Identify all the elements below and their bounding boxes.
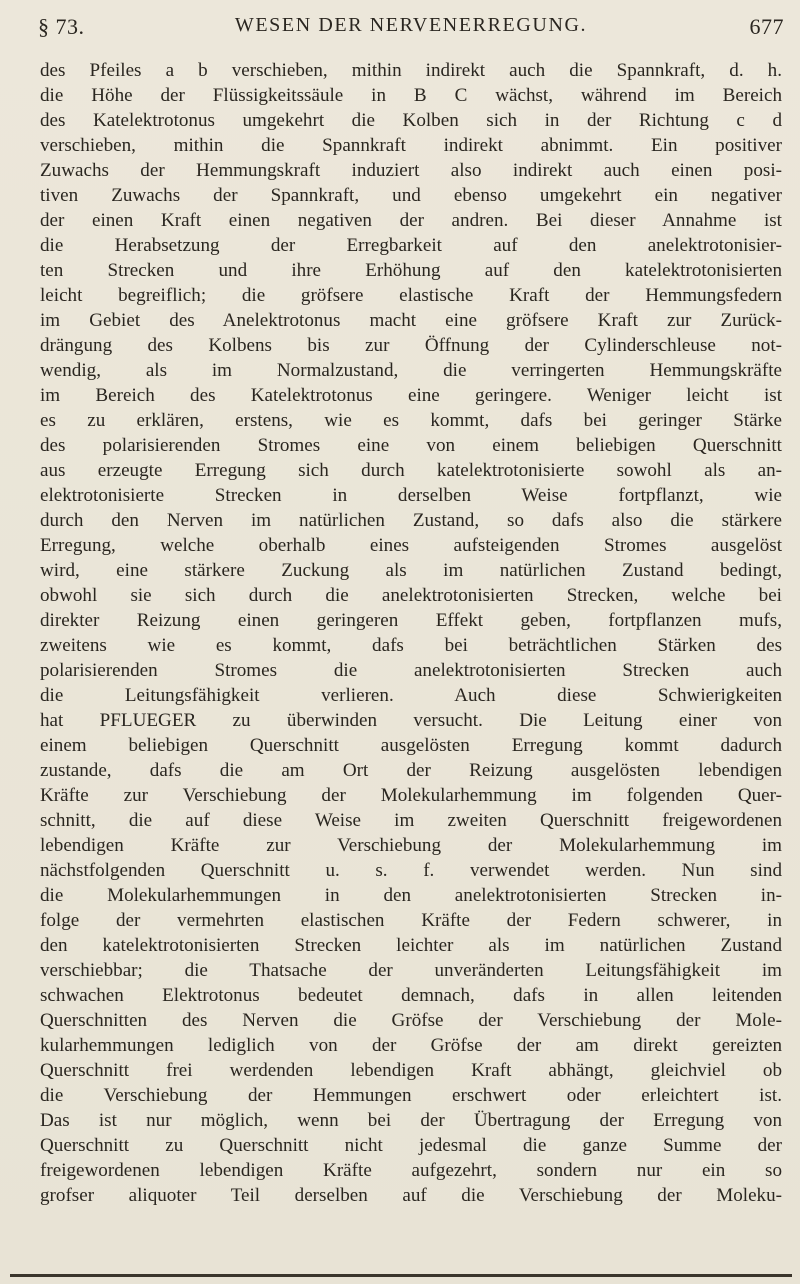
text-line: polarisierenden Stromes die anelektrotonisierten Strecken auch [40, 660, 782, 681]
text-line: wendig, als im Normalzustand, die verringerten Hemmungskräfte [40, 360, 782, 381]
text-line: Kräfte zur Verschiebung der Molekularhemmung im folgenden Quer- [40, 785, 782, 806]
text-line: verschiebbar; die Thatsache der unveränderten Leitungsfähigkeit im [40, 960, 782, 981]
text-line: im Gebiet des Anelektrotonus macht eine gröfsere Kraft zur Zurück- [40, 310, 782, 331]
text-line: lebendigen Kräfte zur Verschiebung der Molekularhemmung im [40, 835, 782, 856]
text-line: Querschnitten des Nerven die Gröfse der Verschiebung der Mole- [40, 1010, 782, 1031]
text-line: leicht begreiflich; die gröfsere elastische Kraft der Hemmungsfedern [40, 285, 782, 306]
text-line: Querschnitt frei werdenden lebendigen Kraft abhängt, gleichviel ob [40, 1060, 782, 1081]
page-number: 677 [749, 14, 784, 39]
bottom-rule [10, 1274, 792, 1277]
running-title: WESEN DER NERVENERREGUNG. [234, 14, 588, 36]
text-line: elektrotonisierte Strecken in derselben Weise fortpflanzt, wie [40, 485, 782, 506]
text-line: Zuwachs der Hemmungskraft induziert also indirekt auch einen posi- [40, 160, 782, 181]
text-line: schnitt, die auf diese Weise im zweiten Querschnitt freigewordenen [40, 810, 782, 831]
text-line: freigewordenen lebendigen Kräfte aufgezehrt, sondern nur ein so [40, 1160, 782, 1181]
text-line: des polarisierenden Stromes eine von einem beliebigen Querschnitt [40, 435, 782, 456]
text-line: schwachen Elektrotonus bedeutet demnach, dafs in allen leitenden [40, 985, 782, 1006]
text-line: wird, eine stärkere Zuckung als im natürlichen Zustand bedingt, [40, 560, 782, 581]
text-line: Erregung, welche oberhalb eines aufsteigenden Stromes ausgelöst [40, 535, 782, 556]
text-line: verschieben, mithin die Spannkraft indirekt abnimmt. Ein positiver [40, 135, 782, 156]
body-text [40, 58, 782, 1208]
text-line: durch den Nerven im natürlichen Zustand, so dafs also die stärkere [40, 510, 782, 531]
text-line: folge der vermehrten elastischen Kräfte der Federn schwerer, in [40, 910, 782, 931]
text-line: es zu erklären, erstens, wie es kommt, dafs bei geringer Stärke [40, 410, 782, 431]
text-line: zweitens wie es kommt, dafs bei beträchtlichen Stärken des [40, 635, 782, 656]
text-line: zustande, dafs die am Ort der Reizung ausgelösten lebendigen [40, 760, 782, 781]
text-line: die Herabsetzung der Erregbarkeit auf den anelektrotonisier- [40, 235, 782, 256]
text-line: den katelektrotonisierten Strecken leichter als im natürlichen Zustand [40, 935, 782, 956]
running-header [38, 14, 784, 44]
text-line: direkter Reizung einen geringeren Effekt geben, fortpflanzen mufs, [40, 610, 782, 631]
text-line: die Leitungsfähigkeit verlieren. Auch diese Schwierigkeiten [40, 685, 782, 706]
section-number: § 73. [38, 14, 85, 39]
text-line: die Höhe der Flüssigkeitssäule in B C wächst, während im Bereich [40, 85, 782, 106]
text-line: drängung des Kolbens bis zur Öffnung der Cylinderschleuse not- [40, 335, 782, 356]
text-line: Das ist nur möglich, wenn bei der Übertragung der Erregung von [40, 1110, 782, 1131]
text-line: im Bereich des Katelektrotonus eine geringere. Weniger leicht ist [40, 385, 782, 406]
text-line: Querschnitt zu Querschnitt nicht jedesmal die ganze Summe der [40, 1135, 782, 1156]
text-line: der einen Kraft einen negativen der andren. Bei dieser Annahme ist [40, 210, 782, 231]
text-line: obwohl sie sich durch die anelektrotonisierten Strecken, welche bei [40, 585, 782, 606]
text-line: aus erzeugte Erregung sich durch katelektrotonisierte sowohl als an- [40, 460, 782, 481]
text-line: tiven Zuwachs der Spannkraft, und ebenso umgekehrt ein negativer [40, 185, 782, 206]
text-line: des Katelektrotonus umgekehrt die Kolben sich in der Richtung c d [40, 110, 782, 131]
text-line: die Verschiebung der Hemmungen erschwert oder erleichtert ist. [40, 1085, 782, 1106]
text-line: nächstfolgenden Querschnitt u. s. f. verwendet werden. Nun sind [40, 860, 782, 881]
text-line: die Molekularhemmungen in den anelektrotonisierten Strecken in- [40, 885, 782, 906]
text-line: hat PFLUEGER zu überwinden versucht. Die Leitung einer von [40, 710, 782, 731]
text-line: einem beliebigen Querschnitt ausgelösten Erregung kommt dadurch [40, 735, 782, 756]
text-line: kularhemmungen lediglich von der Gröfse der am direkt gereizten [40, 1035, 782, 1056]
text-line: ten Strecken und ihre Erhöhung auf den katelektrotonisierten [40, 260, 782, 281]
text-line: grofser aliquoter Teil derselben auf die Verschiebung der Moleku- [40, 1185, 782, 1206]
text-line: des Pfeiles a b verschieben, mithin indirekt auch die Spannkraft, d. h. [40, 60, 782, 81]
